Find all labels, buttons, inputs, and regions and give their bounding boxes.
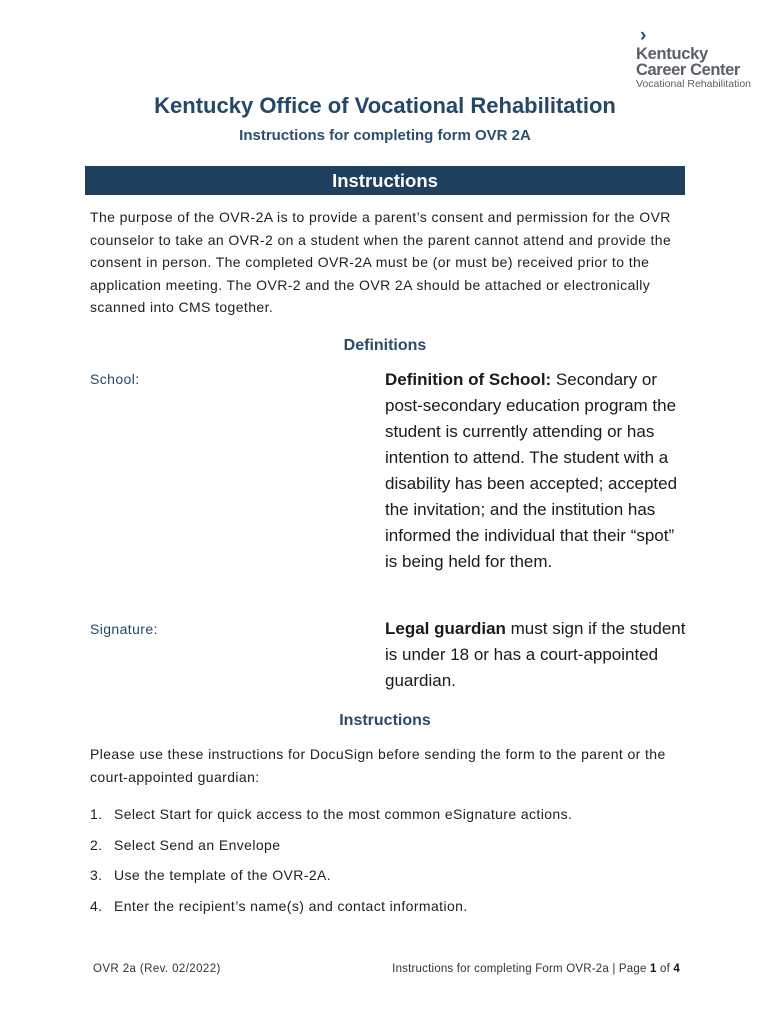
logo-line-1: Kentucky: [636, 45, 708, 63]
term-school: [90, 371, 140, 387]
step-text: Select Start for quick access to the most common eSignature actions.: [114, 806, 573, 822]
list-item: [90, 833, 690, 864]
footer-page-number: 1: [650, 963, 657, 975]
definition-school-bold: Definition of School:: [385, 370, 552, 389]
logo-line-2: Career Center: [636, 61, 740, 79]
instructions-banner: Instructions: [85, 166, 685, 195]
instructions-heading: Instructions: [339, 712, 431, 729]
footer-revision: OVR 2a (Rev. 02/2022): [93, 963, 221, 975]
list-item: [90, 863, 690, 894]
footer-prefix: Instructions for completing Form OVR-2a | Page: [392, 963, 650, 975]
steps-intro: Please use these instructions for DocuSign before sending the form to the parent or the court-appointed guardian:: [90, 746, 666, 785]
definition-school-text: Secondary or post-secondary education program the student is currently attending or has intention to attend. The student with a disability has been accepted; accepted the invitation; and the institution has informed the individual that their “spot” is being held for them.: [385, 370, 678, 571]
step-number: 2.: [90, 836, 103, 853]
footer-page-info: [392, 963, 680, 975]
definition-signature: [385, 616, 690, 694]
step-text: Select Send an Envelope: [114, 836, 281, 853]
step-text: Enter the recipient’s name(s) and contact information.: [114, 897, 468, 914]
term-school-label: School: [90, 371, 136, 387]
intro-paragraph: The purpose of the OVR-2A is to provide a parent’s consent and permission for the OVR counselor to take an OVR-2 on a student when the parent cannot attend and provide the consent in person. The completed OVR-2A must be (or must be) received prior to the application meeting. The OVR-2 and the OVR 2A should be attached or electronically scanned into CMS together.: [90, 209, 672, 316]
footer-of: of: [656, 963, 674, 975]
kcc-logo: [634, 26, 758, 92]
logo-line-3: Vocational Rehabilitation: [636, 78, 751, 90]
term-signature: Signature:: [90, 621, 158, 637]
step-number: 3.: [90, 867, 103, 883]
definition-signature-bold: Legal guardian: [385, 619, 506, 638]
steps-list: [90, 802, 690, 924]
definition-school: [385, 367, 690, 575]
footer-page-total: 4: [673, 963, 680, 975]
step-number: 4.: [90, 897, 103, 914]
definition-signature-text: must sign if the student is under 18 or has a court-appointed guardian.: [385, 619, 686, 690]
definitions-heading: Definitions: [343, 337, 427, 354]
chevron-icon: ›: [640, 25, 647, 46]
term-school-colon: :: [135, 371, 140, 387]
step-number: 1.: [90, 806, 103, 822]
page-subtitle: Instructions for completing form OVR 2A: [239, 127, 531, 144]
step-text: Use the template of the OVR-2A.: [114, 867, 332, 883]
list-item: [90, 894, 690, 925]
page-title: Kentucky Office of Vocational Rehabilitation: [154, 93, 616, 118]
list-item: [90, 802, 690, 833]
